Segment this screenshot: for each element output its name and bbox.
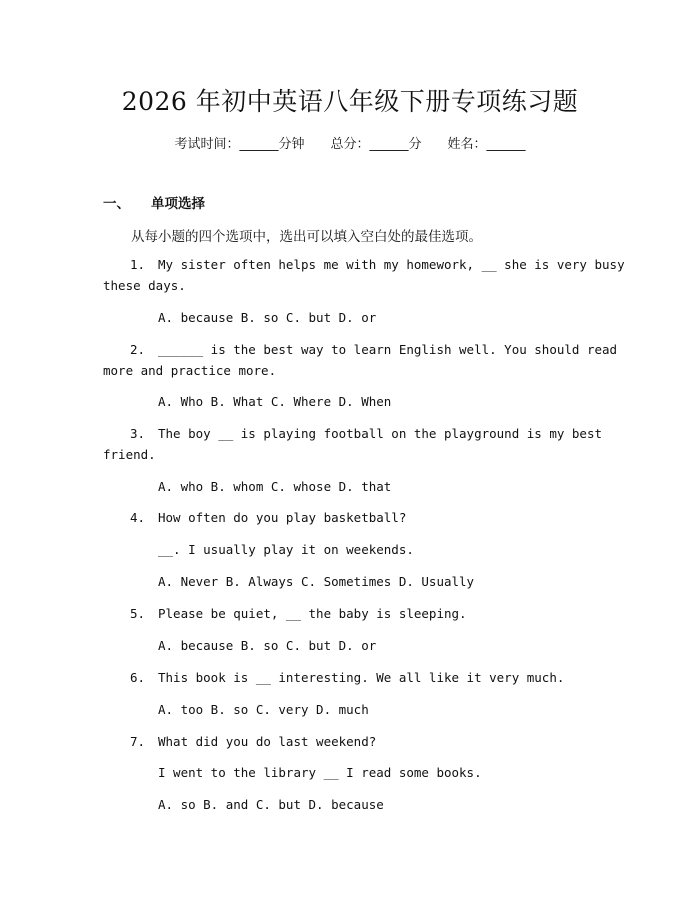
question-text: This book is __ interesting. We all like it very much.: [158, 670, 565, 685]
question-options: A. so B. and C. but D. because: [158, 797, 384, 812]
exam-time-field: 考试时间：______分钟: [174, 137, 305, 152]
question-text: My sister often helps me with my homework, __ she is very busy: [158, 257, 625, 272]
question-number: 7.: [130, 734, 146, 749]
question-options: A. too B. so C. very D. much: [158, 702, 369, 717]
section-title: 单项选择: [151, 196, 205, 212]
question-options: A. because B. so C. but D. or: [158, 310, 377, 325]
question-number: 3.: [130, 426, 146, 441]
total-score-field: 总分：______分: [330, 137, 422, 152]
question-text-continued: friend.: [103, 447, 156, 462]
question-text: ______ is the best way to learn English well. You should read: [158, 342, 618, 357]
question-text: What did you do last weekend?: [158, 734, 377, 749]
question-text-continued: these days.: [103, 278, 186, 293]
question-number: 1.: [130, 257, 146, 272]
question-number: 6.: [130, 670, 146, 685]
page-title: 2026 年初中英语八年级下册专项练习题: [121, 87, 579, 116]
question-options: A. who B. whom C. whose D. that: [158, 479, 392, 494]
question-number: 4.: [130, 510, 146, 525]
question-options: A. Never B. Always C. Sometimes D. Usually: [158, 574, 475, 589]
exam-meta: [0, 133, 700, 152]
student-name-field: 姓名：______: [447, 137, 526, 152]
question-options: A. because B. so C. but D. or: [158, 638, 377, 653]
question-text-continued: __. I usually play it on weekends.: [158, 542, 414, 557]
question-text: Please be quiet, __ the baby is sleeping.: [158, 606, 467, 621]
question-options: A. Who B. What C. Where D. When: [158, 394, 392, 409]
question-text: How often do you play basketball?: [158, 510, 407, 525]
question-text-continued: more and practice more.: [103, 363, 277, 378]
question-number: 2.: [130, 342, 146, 357]
section-instruction: 从每小题的四个选项中，选出可以填入空白处的最佳选项。: [131, 229, 482, 245]
question-number: 5.: [130, 606, 146, 621]
question-text: The boy __ is playing football on the playground is my best: [158, 426, 603, 441]
question-text-continued: I went to the library __ I read some books.: [158, 765, 482, 780]
section-heading: [103, 192, 205, 212]
section-number: 一、: [103, 196, 130, 212]
